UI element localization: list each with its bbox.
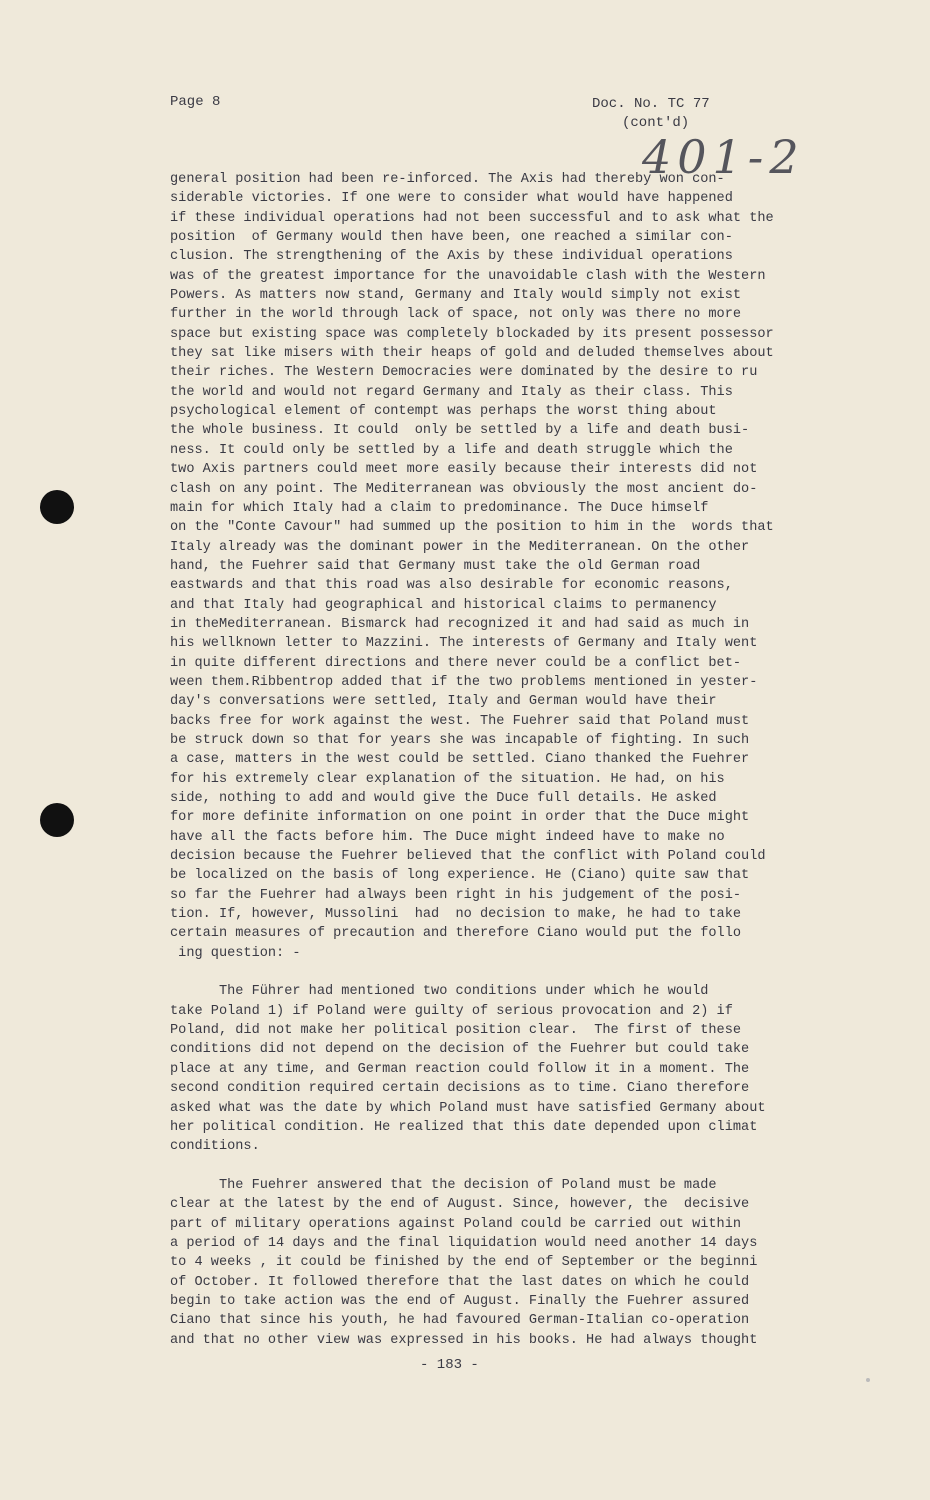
document-body [170, 170, 870, 1350]
text-line: clear at the latest by the end of August. Since, however, the decisive [170, 1197, 750, 1213]
text-line: their riches. The Western Democracies were dominated by the desire to ru [170, 365, 758, 381]
text-line: The Fuehrer answered that the decision of Poland must be made [170, 1177, 717, 1193]
paragraph-gap [170, 963, 870, 982]
text-line: siderable victories. If one were to consider what would have happened [170, 191, 733, 207]
text-line: backs free for work against the west. The Fuehrer said that Poland must [170, 713, 750, 729]
text-line: and that no other view was expressed in his books. He had always thought [170, 1332, 758, 1348]
text-line: side, nothing to add and would give the Duce full details. He asked [170, 791, 717, 806]
text-line: position of Germany would then have been, one reached a similar con- [170, 230, 733, 246]
text-line: the world and would not regard Germany and Italy as their class. This [170, 384, 733, 400]
text-line: decision because the Fuehrer believed that the conflict with Poland could [170, 849, 766, 865]
text-line: clusion. The strengthening of the Axis by these individual operations [170, 249, 733, 265]
text-line: The Führer had mentioned two conditions under which he would [170, 984, 709, 1000]
text-line: Poland, did not make her political position clear. The first of these [170, 1023, 742, 1039]
text-line: asked what was the date by which Poland must have satisfied Germany about [170, 1100, 766, 1116]
punch-hole-bottom [40, 803, 74, 837]
text-line: if these individual operations had not been successful and to ask what the [170, 210, 774, 226]
text-line: and that Italy had geographical and historical claims to permanency [170, 597, 717, 613]
text-line: conditions. [170, 1139, 260, 1155]
text-line: her political condition. He realized that this date depended upon climat [170, 1119, 758, 1135]
doc-number: Doc. No. TC 77 [592, 96, 710, 112]
text-line: for more definite information on one point in order that the Duce might [170, 810, 750, 826]
text-line: in theMediterranean. Bismarck had recognized it and had said as much in [170, 616, 750, 632]
text-line: space but existing space was completely blockaded by its present possessor [170, 326, 774, 342]
text-line: on the "Conte Cavour" had summed up the position to him in the words that [170, 520, 774, 536]
text-line: in quite different directions and there never could be a conflict bet- [170, 655, 742, 671]
text-line: be localized on the basis of long experience. He (Ciano) quite saw that [170, 868, 750, 884]
text-line: so far the Fuehrer had always been right in his judgement of the posi- [170, 887, 742, 903]
text-line: tion. If, however, Mussolini had no decision to make, he had to take [170, 907, 742, 923]
text-line: his wellknown letter to Mazzini. The interests of Germany and Italy went [170, 636, 758, 652]
text-line: main for which Italy had a claim to predominance. The Duce himself [170, 500, 709, 516]
text-line: conditions did not depend on the decision of the Fuehrer but could take [170, 1042, 750, 1058]
text-line: eastwards and that this road was also desirable for economic reasons, [170, 578, 733, 594]
handwritten-number: 401-2 [642, 130, 805, 184]
text-line: ness. It could only be settled by a life and death struggle which the [170, 442, 733, 458]
text-line: second condition required certain decisions as to time. Ciano therefore [170, 1081, 750, 1097]
text-line: general position had been re-inforced. The Axis had thereby won con- [170, 172, 725, 187]
text-line: clash on any point. The Mediterranean was obviously the most ancient do- [170, 481, 758, 497]
punch-hole-top [40, 490, 74, 524]
text-line: to 4 weeks , it could be finished by the end of September or the beginni [170, 1255, 758, 1271]
text-line: be struck down so that for years she was incapable of fighting. In such [170, 732, 750, 748]
text-line: hand, the Fuehrer said that Germany must take the old German road [170, 558, 701, 574]
text-line: psychological element of contempt was perhaps the worst thing about [170, 404, 717, 420]
text-line: a period of 14 days and the final liquidation would need another 14 days [170, 1235, 758, 1251]
text-line: place at any time, and German reaction could follow it in a moment. The [170, 1061, 750, 1077]
paragraph-gap [170, 1157, 870, 1176]
text-line: begin to take action was the end of August. Finally the Fuehrer assured [170, 1293, 750, 1309]
text-line: was of the greatest importance for the unavoidable clash with the Western [170, 268, 766, 284]
text-line: Italy already was the dominant power in the Mediterranean. On the other [170, 539, 750, 555]
text-line: part of military operations against Poland could be carried out within [170, 1216, 742, 1232]
text-line: further in the world through lack of space, not only was there no more [170, 307, 742, 323]
continued-label: (cont'd) [622, 115, 690, 131]
text-line: ing question: - [170, 945, 301, 961]
text-line: of October. It followed therefore that the last dates on which he could [170, 1274, 750, 1290]
text-line: certain measures of precaution and therefore Ciano would put the follo [170, 926, 742, 942]
page-number: - 183 - [420, 1357, 479, 1373]
smudge-mark [866, 1378, 870, 1382]
text-line: two Axis partners could meet more easily because their interests did not [170, 462, 758, 478]
text-line: they sat like misers with their heaps of gold and deluded themselves about [170, 346, 774, 362]
text-line: the whole business. It could only be settled by a life and death busi- [170, 423, 750, 439]
text-line: Ciano that since his youth, he had favoured German-Italian co-operation [170, 1313, 750, 1329]
text-line: have all the facts before him. The Duce might indeed have to make no [170, 829, 725, 845]
text-line: day's conversations were settled, Italy and German would have their [170, 694, 717, 710]
text-line: ween them.Ribbentrop added that if the two problems mentioned in yester- [170, 674, 758, 690]
text-line: Powers. As matters now stand, Germany and Italy would simply not exist [170, 288, 742, 304]
page-label: Page 8 [170, 94, 221, 110]
text-line: a case, matters in the west could be settled. Ciano thanked the Fuehrer [170, 752, 750, 768]
text-line: take Poland 1) if Poland were guilty of serious provocation and 2) if [170, 1003, 733, 1019]
text-line: for his extremely clear explanation of the situation. He had, on his [170, 771, 725, 787]
